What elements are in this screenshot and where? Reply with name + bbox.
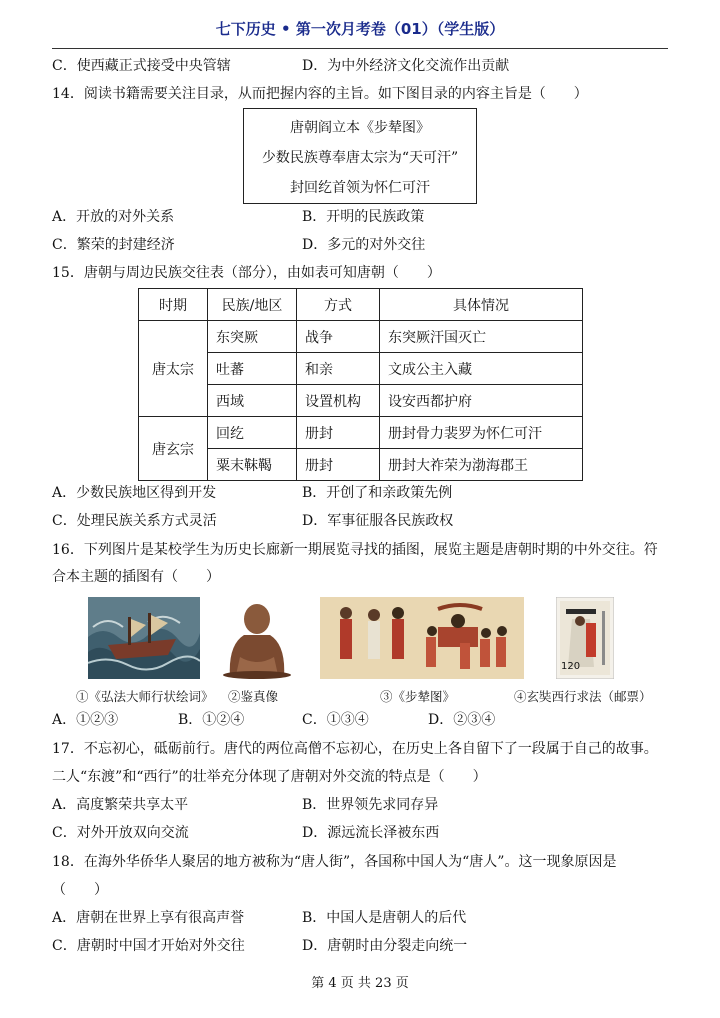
table-era-cell: 唐玄宗 bbox=[139, 417, 208, 481]
q13-option-d: D．为中外经济文化交流作出贡献 bbox=[302, 58, 510, 74]
table-cell: 设安西都护府 bbox=[380, 385, 583, 417]
page-footer: 第 4 页 共 23 页 bbox=[311, 976, 409, 991]
toc-item: 封回纥首领为怀仁可汗 bbox=[290, 180, 430, 196]
q18-option-a: A．唐朝在世界上享有很高声誉 bbox=[52, 910, 245, 926]
table-cell: 粟末靺鞨 bbox=[208, 449, 297, 481]
q18-stem-line1: 18．在海外华侨华人聚居的地方被称为“唐人街”，各国称中国人为“唐人”。这一现象原因是 bbox=[52, 854, 617, 870]
q18-stem-line2: （ ） bbox=[52, 882, 108, 898]
q13-option-c: C．使西藏正式接受中央管辖 bbox=[52, 58, 231, 74]
table-cell: 西域 bbox=[208, 385, 297, 417]
q17-option-b: B．世界领先求同存异 bbox=[302, 797, 439, 813]
caption-2: ②鉴真像 bbox=[228, 689, 279, 704]
q17-option-c: C．对外开放双向交流 bbox=[52, 825, 189, 841]
q16-option-b: B．①②④ bbox=[178, 712, 245, 728]
q17-stem-line2: 二人“东渡”和“西行”的壮举充分体现了唐朝对外交流的特点是（ ） bbox=[52, 769, 487, 785]
table-cell: 册封 bbox=[297, 449, 380, 481]
q16-option-c: C．①③④ bbox=[302, 712, 369, 728]
jianzhen-statue-image bbox=[216, 597, 298, 679]
q17-option-a: A．高度繁荣共享太平 bbox=[52, 797, 189, 813]
table-cell: 东突厥汗国灭亡 bbox=[380, 321, 583, 353]
table-header-cell: 时期 bbox=[139, 289, 208, 321]
q14-option-b: B．开明的民族政策 bbox=[302, 209, 425, 225]
q14-option-d: D．多元的对外交往 bbox=[302, 237, 426, 253]
toc-item: 唐朝阎立本《步辇图》 bbox=[290, 120, 430, 136]
bunian-painting-image bbox=[320, 597, 524, 679]
q15-option-a: A．少数民族地区得到开发 bbox=[52, 485, 217, 501]
table-era-cell: 唐太宗 bbox=[139, 321, 208, 417]
q14-option-c: C．繁荣的封建经济 bbox=[52, 237, 175, 253]
stamp-value: 120 bbox=[561, 661, 581, 672]
toc-item: 少数民族尊奉唐太宗为“天可汗” bbox=[261, 150, 459, 166]
q17-stem-line1: 17．不忘初心，砥砺前行。唐代的两位高僧不忘初心，在历史上各自留下了一段属于自己的故事。 bbox=[52, 741, 658, 757]
q18-option-d: D．唐朝时由分裂走向统一 bbox=[302, 938, 468, 954]
table-header-row bbox=[139, 289, 583, 321]
table-cell: 册封大祚荣为渤海郡王 bbox=[380, 449, 583, 481]
q16-stem-line2: 合本主题的插图有（ ） bbox=[52, 569, 220, 585]
q17-option-d: D．源远流长泽被东西 bbox=[302, 825, 440, 841]
table-cell: 吐蕃 bbox=[208, 353, 297, 385]
ship-painting-image bbox=[88, 597, 200, 679]
table-header-cell: 具体情况 bbox=[380, 289, 583, 321]
table-cell: 东突厥 bbox=[208, 321, 297, 353]
q15-relations-table bbox=[138, 288, 583, 481]
caption-3: ③《步辇图》 bbox=[380, 689, 456, 704]
q16-option-a: A．①②③ bbox=[52, 712, 119, 728]
table-cell: 回纥 bbox=[208, 417, 297, 449]
table-header-cell: 民族/地区 bbox=[208, 289, 297, 321]
q15-stem: 15．唐朝与周边民族交往表（部分），由如表可知唐朝（ ） bbox=[52, 265, 441, 281]
q14-toc-box bbox=[243, 108, 477, 204]
q15-option-b: B．开创了和亲政策先例 bbox=[302, 485, 453, 501]
table-cell: 和亲 bbox=[297, 353, 380, 385]
table-cell: 战争 bbox=[297, 321, 380, 353]
table-cell: 册封骨力裴罗为怀仁可汗 bbox=[380, 417, 583, 449]
q18-option-b: B．中国人是唐朝人的后代 bbox=[302, 910, 467, 926]
q15-option-c: C．处理民族关系方式灵活 bbox=[52, 513, 217, 529]
q15-option-d: D．军事征服各民族政权 bbox=[302, 513, 454, 529]
table-row bbox=[139, 417, 583, 449]
caption-4: ④玄奘西行求法（邮票） bbox=[514, 689, 652, 704]
caption-1: ①《弘法大师行状绘词》 bbox=[76, 689, 214, 704]
page-header: 七下历史 • 第一次月考卷（01）（学生版） bbox=[52, 14, 668, 49]
table-row bbox=[139, 321, 583, 353]
table-cell: 文成公主入藏 bbox=[380, 353, 583, 385]
q14-option-a: A．开放的对外关系 bbox=[52, 209, 175, 225]
table-cell: 册封 bbox=[297, 417, 380, 449]
q18-option-c: C．唐朝时中国才开始对外交往 bbox=[52, 938, 245, 954]
xuanzang-stamp-image bbox=[556, 597, 614, 679]
q16-option-d: D．②③④ bbox=[428, 712, 496, 728]
q16-stem-line1: 16．下列图片是某校学生为历史长廊新一期展览寻找的插图，展览主题是唐朝时期的中外交往。符 bbox=[52, 542, 658, 558]
q14-stem: 14．阅读书籍需要关注目录，从而把握内容的主旨。如下图目录的内容主旨是（ ） bbox=[52, 86, 588, 102]
table-header-cell: 方式 bbox=[297, 289, 380, 321]
table-cell: 设置机构 bbox=[297, 385, 380, 417]
